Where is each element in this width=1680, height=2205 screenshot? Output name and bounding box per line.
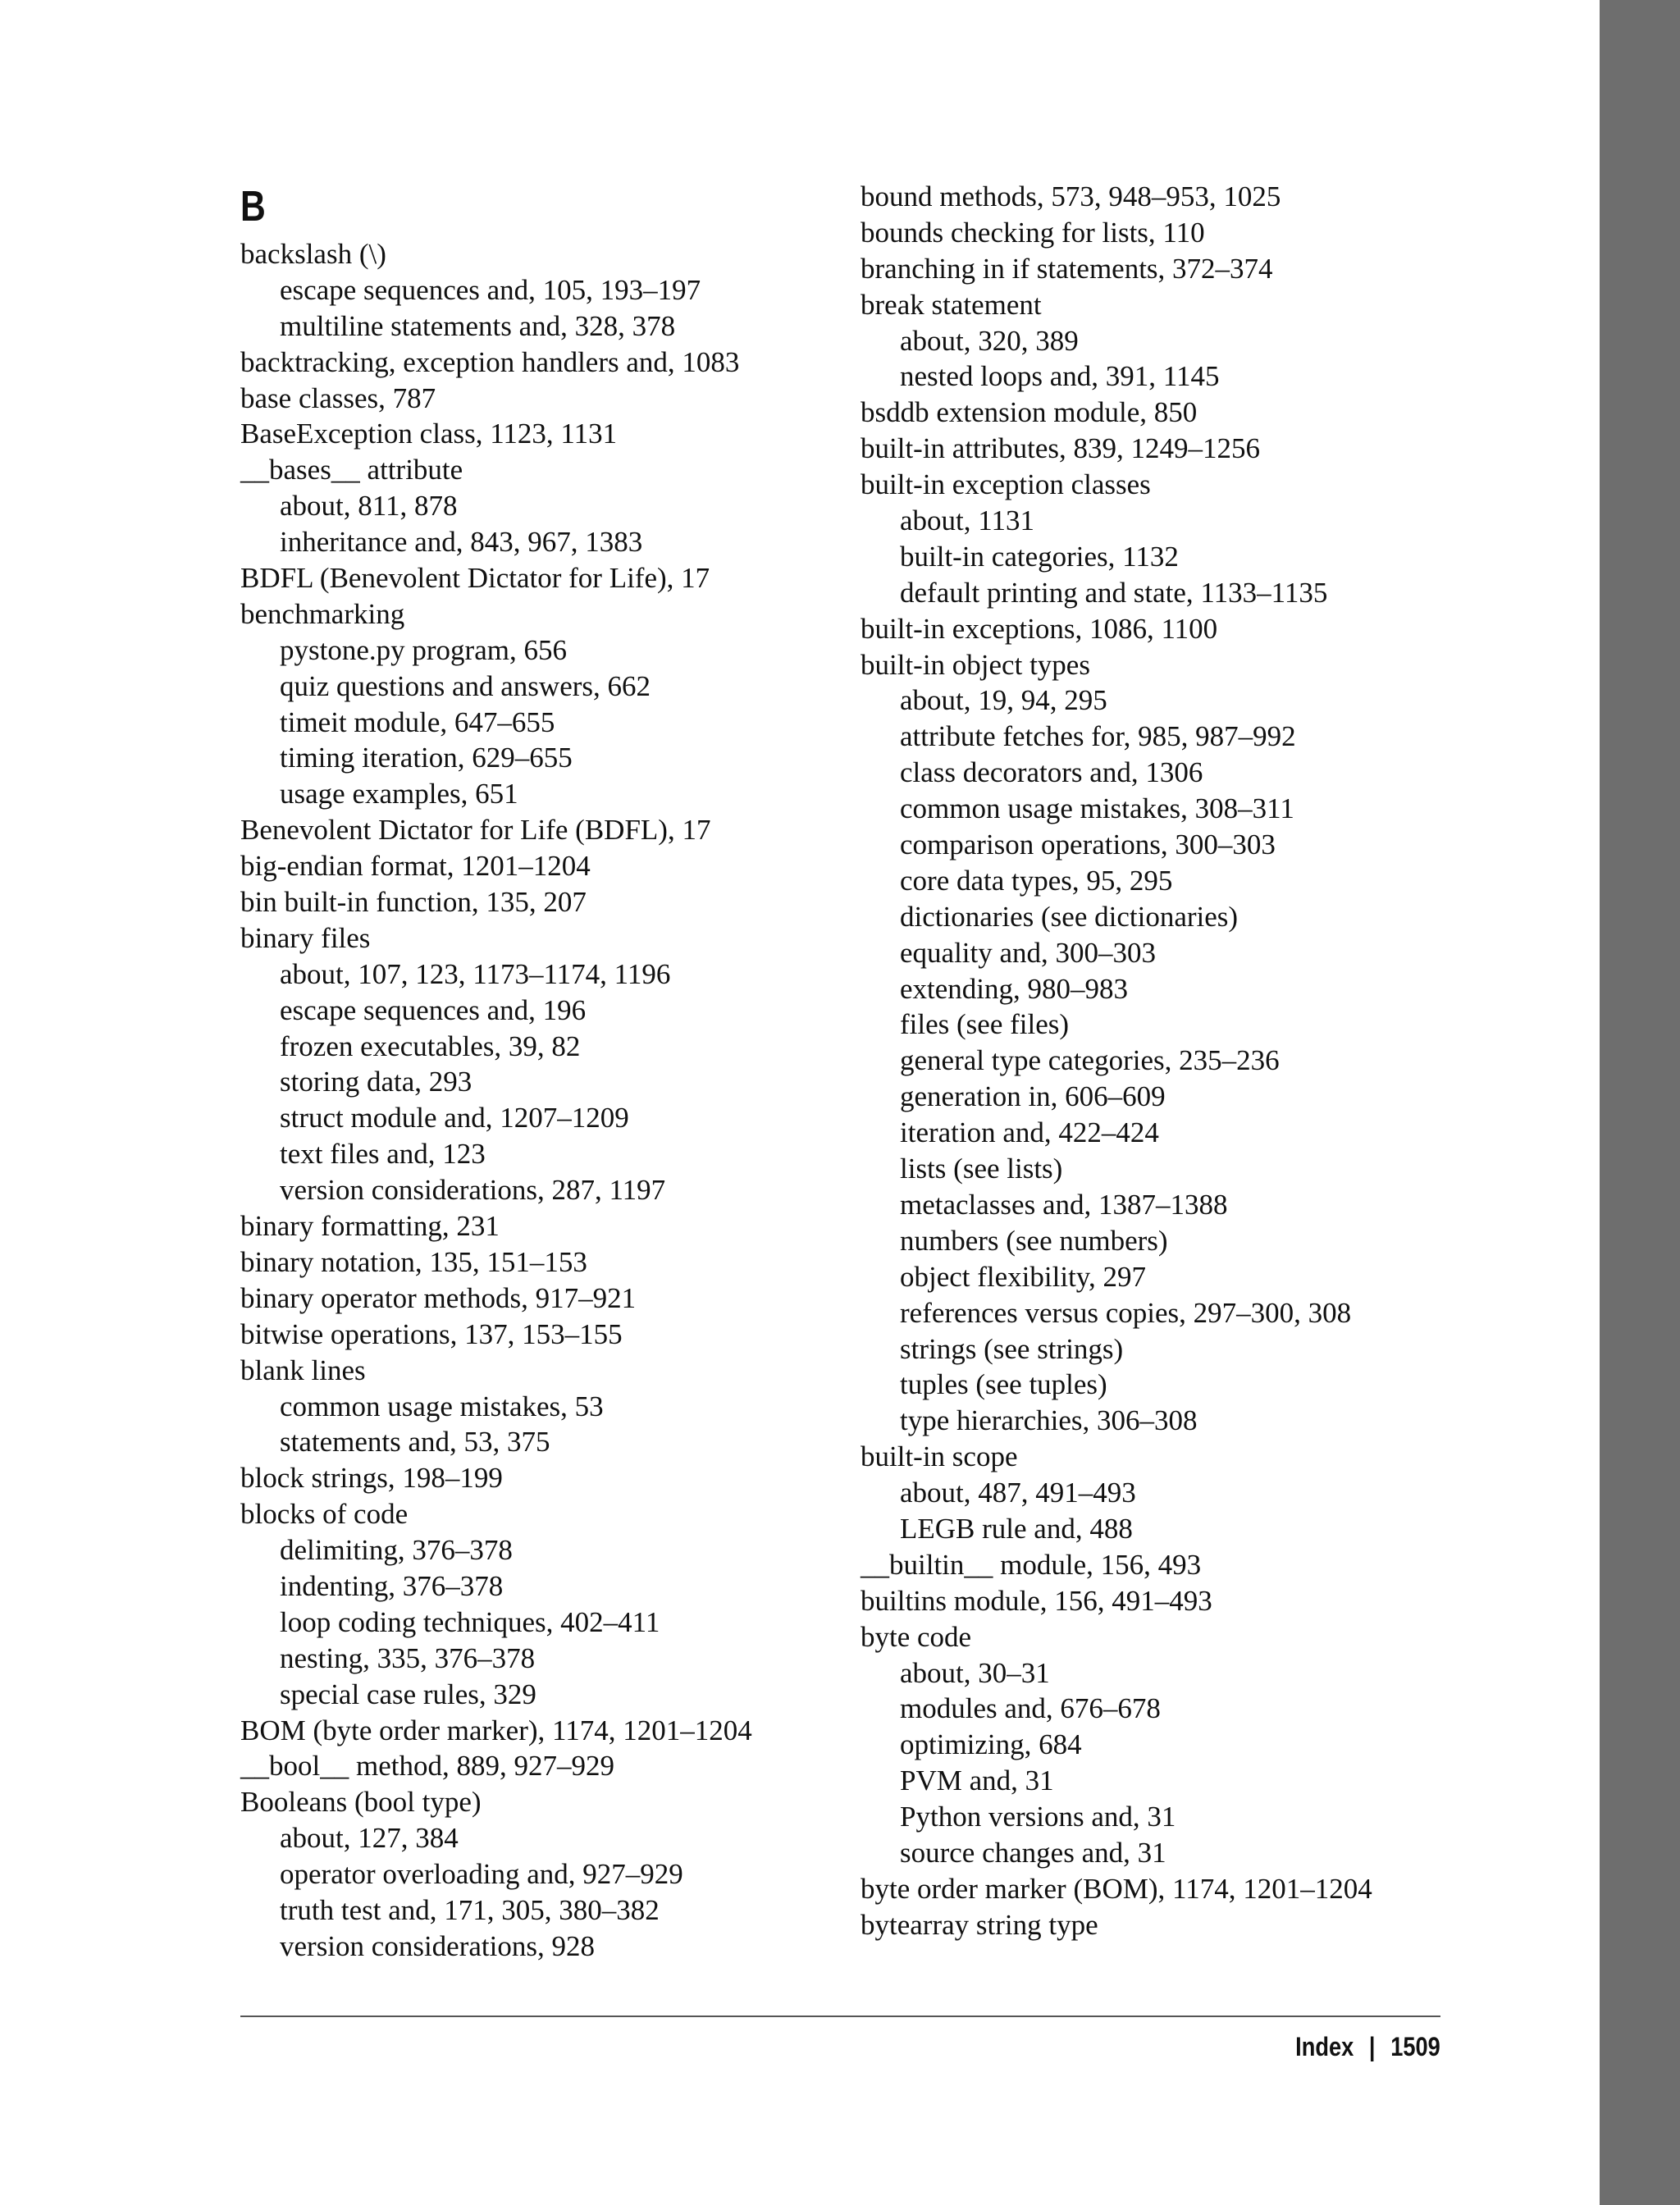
index-entry: byte code — [861, 1620, 972, 1653]
index-subentry: escape sequences and, 196 — [280, 993, 587, 1026]
index-entry: BaseException class, 1123, 1131 — [240, 418, 618, 450]
index-subentry: escape sequences and, 105, 193–197 — [280, 273, 701, 306]
index-subentry: usage examples, 651 — [280, 778, 518, 810]
index-subentry: source changes and, 31 — [900, 1836, 1166, 1869]
index-subentry: delimiting, 376–378 — [280, 1534, 513, 1567]
index-entry: binary formatting, 231 — [240, 1210, 500, 1243]
index-subentry: about, 811, 878 — [280, 490, 458, 523]
section-letter-heading: B — [240, 183, 266, 231]
index-subentry: nesting, 335, 376–378 — [280, 1641, 536, 1674]
footer-rule — [240, 2016, 1440, 2017]
index-subentry: about, 30–31 — [900, 1656, 1050, 1689]
index-entry: Benevolent Dictator for Life (BDFL), 17 — [240, 814, 711, 847]
index-entry: built-in exception classes — [861, 468, 1151, 501]
index-subentry: statements and, 53, 375 — [280, 1426, 550, 1459]
page-number: 1509 — [1390, 2032, 1440, 2061]
index-subentry: quiz questions and answers, 662 — [280, 669, 651, 702]
index-subentry: tuples (see tuples) — [900, 1368, 1107, 1401]
index-subentry: comparison operations, 300–303 — [900, 829, 1276, 861]
index-subentry: lists (see lists) — [900, 1153, 1063, 1185]
index-subentry: about, 320, 389 — [900, 324, 1079, 357]
index-subentry: modules and, 676–678 — [900, 1692, 1161, 1725]
index-subentry: extending, 980–983 — [900, 972, 1129, 1005]
index-entry: block strings, 198–199 — [240, 1462, 503, 1495]
index-subentry: attribute fetches for, 985, 987–992 — [900, 720, 1296, 753]
right-entry-list — [861, 179, 1550, 1943]
index-subentry: generation in, 606–609 — [900, 1080, 1166, 1113]
index-entry: break statement — [861, 288, 1042, 321]
index-subentry: struct module and, 1207–1209 — [280, 1102, 629, 1134]
index-subentry: timeit module, 647–655 — [280, 705, 555, 738]
index-subentry: storing data, 293 — [280, 1066, 472, 1098]
index-entry: blank lines — [240, 1354, 366, 1386]
index-entry: built-in scope — [861, 1440, 1018, 1473]
page-edge-strip — [1600, 0, 1680, 2205]
index-entry: Booleans (bool type) — [240, 1786, 482, 1819]
index-subentry: general type categories, 235–236 — [900, 1044, 1280, 1077]
index-subentry: nested loops and, 391, 1145 — [900, 360, 1220, 393]
index-subentry: text files and, 123 — [280, 1138, 486, 1171]
index-entry: BOM (byte order marker), 1174, 1201–1204 — [240, 1714, 752, 1746]
index-column-right — [861, 179, 1550, 1943]
index-entry: blocks of code — [240, 1498, 409, 1531]
page-footer — [1295, 2026, 1440, 2067]
index-subentry: core data types, 95, 295 — [900, 864, 1173, 897]
index-subentry: equality and, 300–303 — [900, 936, 1157, 969]
index-subentry: indenting, 376–378 — [280, 1569, 504, 1602]
index-subentry: built-in categories, 1132 — [900, 540, 1179, 573]
index-subentry: object flexibility, 297 — [900, 1260, 1147, 1293]
index-subentry: default printing and state, 1133–1135 — [900, 576, 1328, 609]
index-subentry: multiline statements and, 328, 378 — [280, 309, 676, 342]
index-subentry: about, 107, 123, 1173–1174, 1196 — [280, 957, 671, 990]
index-entry: builtins module, 156, 491–493 — [861, 1584, 1212, 1617]
footer-separator: | — [1369, 2032, 1376, 2061]
index-subentry: LEGB rule and, 488 — [900, 1512, 1133, 1545]
index-subentry: about, 19, 94, 295 — [900, 684, 1107, 717]
index-entry: bound methods, 573, 948–953, 1025 — [861, 180, 1281, 212]
index-subentry: dictionaries (see dictionaries) — [900, 900, 1239, 933]
index-entry: backslash (\) — [240, 238, 386, 270]
index-subentry: strings (see strings) — [900, 1332, 1124, 1365]
index-subentry: common usage mistakes, 53 — [280, 1390, 604, 1422]
index-entry: __builtin__ module, 156, 493 — [861, 1548, 1202, 1581]
index-entry: __bool__ method, 889, 927–929 — [240, 1750, 614, 1783]
index-subentry: Python versions and, 31 — [900, 1801, 1176, 1833]
index-subentry: common usage mistakes, 308–311 — [900, 792, 1294, 825]
index-entry: __bases__ attribute — [240, 454, 463, 486]
index-entry: binary notation, 135, 151–153 — [240, 1245, 587, 1278]
index-subentry: type hierarchies, 306–308 — [900, 1404, 1198, 1437]
index-subentry: operator overloading and, 927–929 — [280, 1858, 683, 1891]
index-entry: built-in object types — [861, 648, 1090, 681]
index-subentry: version considerations, 928 — [280, 1929, 595, 1962]
index-subentry: about, 127, 384 — [280, 1822, 459, 1855]
index-entry: branching in if statements, 372–374 — [861, 252, 1273, 285]
index-subentry: files (see files) — [900, 1008, 1070, 1041]
index-entry: bounds checking for lists, 110 — [861, 216, 1205, 249]
index-subentry: special case rules, 329 — [280, 1678, 536, 1710]
index-subentry: truth test and, 171, 305, 380–382 — [280, 1893, 660, 1926]
index-entry: built-in exceptions, 1086, 1100 — [861, 612, 1218, 645]
index-column-left — [240, 179, 831, 1965]
index-entry: big-endian format, 1201–1204 — [240, 850, 591, 883]
index-subentry: pystone.py program, 656 — [280, 633, 567, 666]
index-entry: bitwise operations, 137, 153–155 — [240, 1317, 623, 1350]
index-entry: bsddb extension module, 850 — [861, 396, 1198, 429]
index-entry: benchmarking — [240, 597, 405, 630]
index-subentry: class decorators and, 1306 — [900, 756, 1203, 789]
index-subentry: timing iteration, 629–655 — [280, 742, 573, 774]
index-subentry: metaclasses and, 1387–1388 — [900, 1188, 1228, 1221]
index-subentry: inheritance and, 843, 967, 1383 — [280, 526, 643, 559]
index-entry: bytearray string type — [861, 1908, 1098, 1941]
index-subentry: optimizing, 684 — [900, 1728, 1082, 1761]
index-subentry: about, 487, 491–493 — [900, 1477, 1136, 1509]
index-entry: BDFL (Benevolent Dictator for Life), 17 — [240, 562, 710, 595]
index-subentry: PVM and, 31 — [900, 1764, 1054, 1797]
index-entry: bin built-in function, 135, 207 — [240, 886, 587, 919]
left-entry-list — [240, 236, 831, 1965]
index-entry: base classes, 787 — [240, 381, 436, 414]
index-subentry: numbers (see numbers) — [900, 1224, 1168, 1257]
index-subentry: version considerations, 287, 1197 — [280, 1174, 666, 1207]
index-subentry: references versus copies, 297–300, 308 — [900, 1296, 1352, 1329]
index-entry: backtracking, exception handlers and, 1083 — [240, 345, 740, 378]
index-subentry: about, 1131 — [900, 504, 1034, 537]
footer-label: Index — [1295, 2032, 1354, 2061]
index-subentry: loop coding techniques, 402–411 — [280, 1605, 660, 1638]
index-subentry: iteration and, 422–424 — [900, 1116, 1159, 1149]
index-subentry: frozen executables, 39, 82 — [280, 1029, 581, 1062]
index-entry: built-in attributes, 839, 1249–1256 — [861, 432, 1261, 465]
index-entry: binary files — [240, 921, 371, 954]
index-entry: binary operator methods, 917–921 — [240, 1281, 637, 1314]
index-entry: byte order marker (BOM), 1174, 1201–1204 — [861, 1872, 1372, 1905]
